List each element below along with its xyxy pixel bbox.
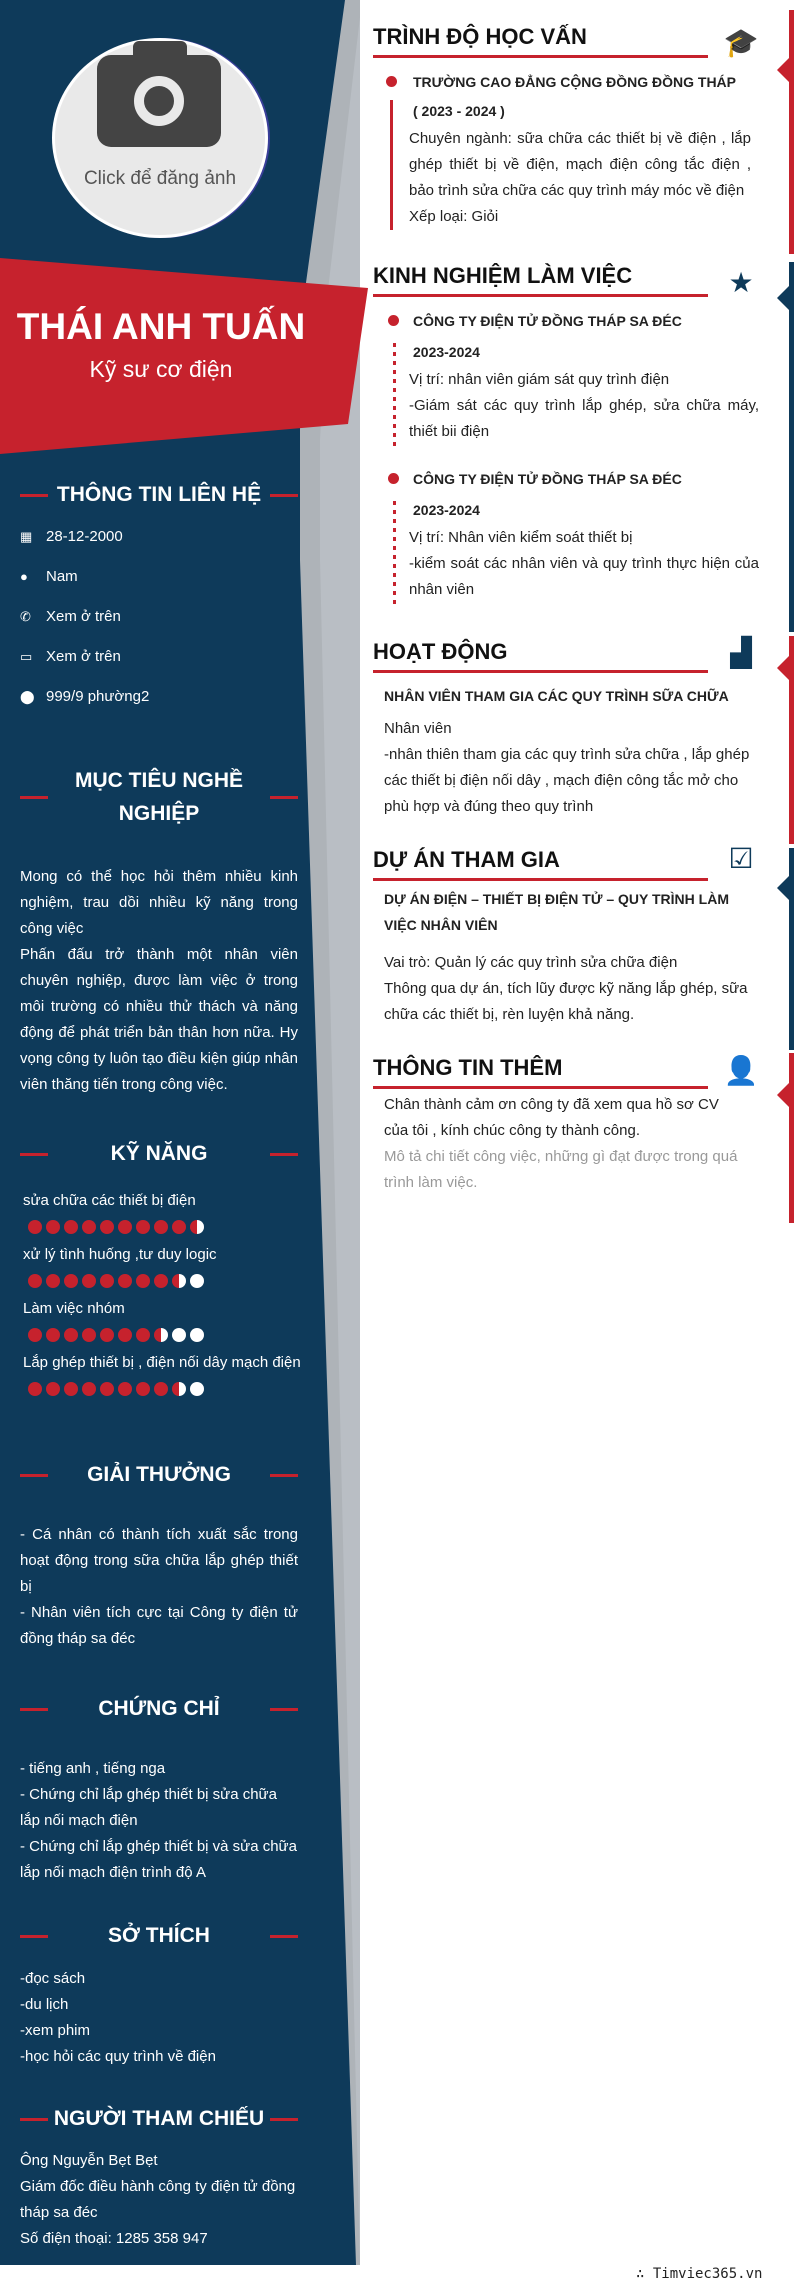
section-title-awards: GIẢI THƯỞNG [20, 1458, 298, 1491]
rating-dot [82, 1274, 96, 1288]
contact-birthday: ▦ 28-12-2000 [20, 528, 123, 545]
rating-dot [64, 1274, 78, 1288]
rating-dot [82, 1220, 96, 1234]
rating-dot [136, 1382, 150, 1396]
extra-details: Chân thành cảm ơn công ty đã xem qua hồ sơ CV của tôi , kính chúc công ty thành công. Mô tả chi tiết công việc, những gì đạt được trong quá trình làm việc. [384, 1096, 738, 1191]
rating-dot [64, 1382, 78, 1396]
activity-details: Nhân viên -nhân thiên tham gia các quy trình sửa chữa , lắp ghép các thiết bị điện nối dây , mạch điện công tắc mở cho phù hợp và đúng theo quy trình [384, 720, 750, 815]
full-name: THÁI ANH TUẤN [16, 306, 306, 347]
skill-name: sửa chữa các thiết bị điện [23, 1192, 196, 1209]
section-title-contact: THÔNG TIN LIÊN HỆ [20, 478, 298, 511]
rating-dot [154, 1220, 168, 1234]
timeline-line [390, 100, 393, 230]
rating-dot [100, 1328, 114, 1342]
hobby-item: -xem phim [20, 2022, 91, 2039]
hobby-item: -du lịch [20, 1996, 69, 2013]
edu-details: Chuyên ngành: sữa chữa các thiết bị về điện , lắp ghép thiết bị về điện, mạch điện công tắc điện , bảo trình sửa chữa các quy trình máy móc về điện Xếp loại: Giỏi [409, 130, 751, 225]
skill-name: Lắp ghép thiết bị , điện nối dây mạch điện [23, 1354, 301, 1371]
rating-dot [28, 1274, 42, 1288]
rating-dot [154, 1328, 168, 1342]
rating-dot [136, 1274, 150, 1288]
section-title-reference: NGƯỜI THAM CHIẾU [20, 2102, 298, 2135]
skill-rating [28, 1220, 204, 1234]
checklist-icon: ☑ [728, 843, 754, 874]
skill-name: Làm việc nhóm [23, 1300, 125, 1317]
graduation-cap-icon: 🎓 [723, 27, 759, 58]
hobby-item: -đọc sách [20, 1970, 86, 1987]
rating-dot [28, 1220, 42, 1234]
bullet [388, 473, 399, 484]
section-title-projects: DỰ ÁN THAM GIA [373, 847, 778, 873]
rating-dot [172, 1328, 186, 1342]
location-icon: ⬤ [20, 688, 35, 704]
job-years: 2023-2024 [413, 502, 480, 518]
rating-dot [46, 1328, 60, 1342]
email-icon: ▭ [20, 648, 33, 664]
rating-dot [100, 1382, 114, 1396]
edu-years: ( 2023 - 2024 ) [413, 103, 505, 119]
section-title-objective: MỤC TIÊU NGHỀ NGHIỆP [20, 764, 298, 830]
section-accent-bar [789, 262, 794, 632]
rating-dot [46, 1274, 60, 1288]
rating-dot [82, 1382, 96, 1396]
upload-label[interactable]: Click để đăng ảnh [83, 168, 237, 189]
rating-dot [154, 1382, 168, 1396]
section-title-extra: THÔNG TIN THÊM [373, 1055, 778, 1081]
rating-dot [28, 1328, 42, 1342]
rating-dot [172, 1220, 186, 1234]
user-check-icon: 👤 [723, 1055, 759, 1086]
job-details: Vị trí: Nhân viên kiểm soát thiết bị -kiểm soát các nhân viên và quy trình thực hiện của nhân viên [409, 529, 759, 598]
briefcase-star-icon: ★ [728, 267, 754, 298]
rating-dot [64, 1328, 78, 1342]
rating-dot [190, 1274, 204, 1288]
project-heading: DỰ ÁN ĐIỆN – THIẾT BỊ ĐIỆN TỬ – QUY TRÌNH LÀM VIỆC NHÂN VIÊN [384, 891, 729, 933]
rating-dot [136, 1220, 150, 1234]
rating-dot [64, 1220, 78, 1234]
rating-dot [118, 1382, 132, 1396]
contact-address: ⬤ 999/9 phường2 [20, 688, 150, 705]
awards-text: - Cá nhân có thành tích xuất sắc trong hoạt động trong sữa chữa lắp ghép thiết bị - Nhân viên tích cực tại Công ty điện tử đồng tháp sa đéc [20, 1526, 298, 1647]
section-accent-bar [789, 10, 794, 254]
rating-dot [46, 1220, 60, 1234]
skill-name: xử lý tình huống ,tư duy logic [23, 1246, 217, 1263]
job-details: Vị trí: nhân viên giám sát quy trình điện -Giám sát các quy trình lắp ghép, sửa chữa máy, thiết bii điện [409, 371, 759, 440]
contact-email: ▭ Xem ở trên [20, 648, 121, 665]
section-accent-bar [789, 1053, 794, 1223]
rating-dot [154, 1274, 168, 1288]
calendar-icon: ▦ [20, 528, 33, 544]
section-title-experience: KINH NGHIỆM LÀM VIỆC [373, 263, 778, 289]
timeline-line [393, 501, 396, 605]
stairs-flag-icon: ▟ [730, 637, 752, 668]
contact-gender: ● Nam [20, 568, 78, 585]
rating-dot [190, 1328, 204, 1342]
hobby-item: -học hỏi các quy trình về điện [20, 2048, 216, 2065]
camera-icon[interactable] [97, 55, 221, 147]
timeline-line [393, 343, 396, 447]
bullet [388, 315, 399, 326]
rating-dot [100, 1220, 114, 1234]
section-title-activities: HOẠT ĐỘNG [373, 639, 778, 665]
section-title-education: TRÌNH ĐỘ HỌC VẤN [373, 24, 778, 50]
hobbies-list [20, 1966, 298, 2070]
objective-text: Mong có thể học hỏi thêm nhiều kinh nghiệm, trau dồi nhiều kỹ năng trong công việc Phấn đấu trở thành một nhân viên chuyên nghiệp, được làm việc ở trong môi trường có nhiều thử thách và năng động để phát triển bản thân hơn nữa. Hy vọng công ty luôn tạo điều kiện giúp nhân viên thăng tiến trong công việc. [20, 868, 298, 1093]
contact-phone: ✆ Xem ở trên [20, 608, 121, 625]
rating-dot [118, 1328, 132, 1342]
section-accent-bar [789, 848, 794, 1050]
rating-dot [82, 1328, 96, 1342]
rating-dot [136, 1328, 150, 1342]
rating-dot [172, 1382, 186, 1396]
footer-brand[interactable]: ∴ Timviec365.vn [636, 2266, 763, 2282]
section-accent-bar [789, 636, 794, 844]
project-details: Vai trò: Quản lý các quy trình sửa chữa điện Thông qua dự án, tích lũy được kỹ năng lắp ghép, sữa chữa các thiết bị, rèn luyện khả năng. [384, 954, 748, 1023]
rating-dot [190, 1382, 204, 1396]
section-title-skills: KỸ NĂNG [20, 1137, 298, 1170]
rating-dot [100, 1274, 114, 1288]
rating-dot [172, 1274, 186, 1288]
user-icon: ● [20, 569, 28, 584]
job-company: CÔNG TY ĐIỆN TỬ ĐỒNG THÁP SA ĐÉC [413, 313, 682, 329]
activity-heading: NHÂN VIÊN THAM GIA CÁC QUY TRÌNH SỮA CHỮA [384, 688, 729, 704]
job-years: 2023-2024 [413, 344, 480, 360]
rating-dot [46, 1382, 60, 1396]
bullet [386, 76, 397, 87]
skill-rating [28, 1382, 204, 1396]
job-company: CÔNG TY ĐIỆN TỬ ĐỒNG THÁP SA ĐÉC [413, 471, 682, 487]
rating-dot [190, 1220, 204, 1234]
rating-dot [118, 1274, 132, 1288]
job-title: Kỹ sư cơ điện [89, 356, 233, 382]
section-title-hobbies: SỞ THÍCH [20, 1919, 298, 1952]
reference-text: Ông Nguyễn Bẹt Bẹt Giám đốc điều hành công ty điện tử đồng tháp sa đéc Số điện thoại: 1285 358 947 [20, 2152, 296, 2247]
phone-icon: ✆ [20, 608, 31, 624]
rating-dot [118, 1220, 132, 1234]
rating-dot [28, 1382, 42, 1396]
skill-rating [28, 1328, 204, 1342]
skill-rating [28, 1274, 204, 1288]
edu-school: TRƯỜNG CAO ĐẲNG CỘNG ĐỒNG ĐỒNG THÁP [413, 74, 736, 90]
certificates-text: - tiếng anh , tiếng nga - Chứng chỉ lắp ghép thiết bị sửa chữa lắp nối mạch điện - Chứng chỉ lắp ghép thiết bị và sửa chữa lắp nối mạch điện trình độ A [20, 1760, 297, 1881]
section-title-certificates: CHỨNG CHỈ [20, 1692, 298, 1725]
